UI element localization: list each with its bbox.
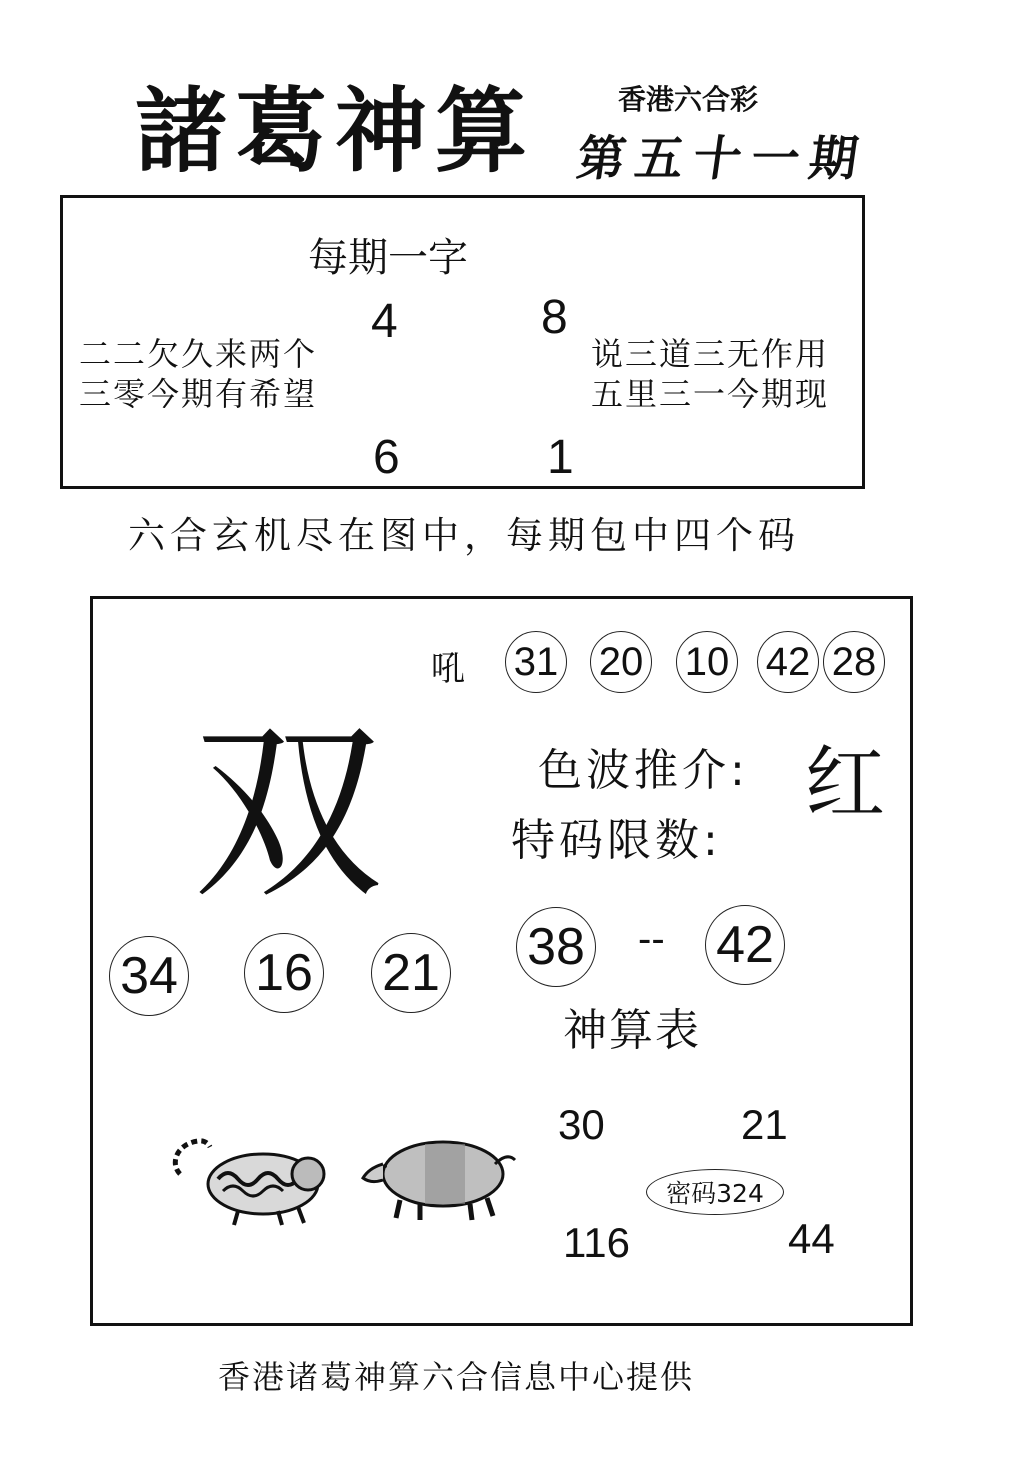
tiger-icon xyxy=(168,1129,328,1229)
poem-right xyxy=(591,334,829,414)
poem-line: 二二欠久来两个 xyxy=(79,335,318,373)
footer-credit: 香港诸葛神算六合信息中心提供 xyxy=(218,1358,695,1396)
range-from: 38 xyxy=(527,918,585,976)
top-number-circle xyxy=(676,631,738,693)
top-number: 42 xyxy=(765,639,811,684)
main-title: 諸葛神算 xyxy=(135,78,536,185)
lottery-name: 香港六合彩 xyxy=(618,83,759,116)
range-to-circle xyxy=(705,905,785,985)
digit-top-right: 8 xyxy=(541,291,568,344)
table-value: 30 xyxy=(558,1101,605,1148)
top-number-circle xyxy=(505,631,567,693)
circled-number xyxy=(244,933,324,1013)
secret-code-text: 密码324 xyxy=(666,1179,764,1208)
top-number: 10 xyxy=(684,639,730,684)
big-character: 双 xyxy=(193,703,384,924)
special-limit-label: 特码限数: xyxy=(511,815,722,866)
poem-line: 说三道三无作用 xyxy=(591,335,830,373)
one-char-box xyxy=(60,195,865,489)
box-heading: 每期一字 xyxy=(308,235,468,281)
roar-label: 吼 xyxy=(431,649,465,689)
color-wave-label: 色波推介: xyxy=(538,745,749,796)
digit-top-left: 4 xyxy=(371,295,398,348)
circled-number-text: 16 xyxy=(255,944,313,1002)
table-title: 神算表 xyxy=(563,1005,701,1056)
slogan: 六合玄机尽在图中，每期包中四个码 xyxy=(128,514,800,557)
range-to: 42 xyxy=(716,916,774,974)
poem-line: 三零今期有希望 xyxy=(79,375,318,413)
color-wave-value: 红 xyxy=(805,737,885,830)
top-number-circle xyxy=(823,631,885,693)
secret-code xyxy=(646,1169,784,1215)
circled-number xyxy=(109,936,189,1016)
digit-bottom-left: 6 xyxy=(373,431,400,484)
top-number: 31 xyxy=(513,639,559,684)
top-number-circle xyxy=(590,631,652,693)
top-number: 20 xyxy=(598,639,644,684)
circled-number-text: 21 xyxy=(382,944,440,1002)
poem-left xyxy=(79,334,317,414)
table-value: 21 xyxy=(741,1101,788,1148)
circled-number xyxy=(371,933,451,1013)
prediction-box xyxy=(90,596,913,1326)
table-value: 116 xyxy=(563,1219,630,1266)
issue-number: 第五十一期 xyxy=(573,131,872,187)
table-value: 44 xyxy=(788,1215,835,1262)
digit-bottom-right: 1 xyxy=(547,431,574,484)
range-separator: -- xyxy=(638,917,665,961)
top-number-circle xyxy=(757,631,819,693)
range-from-circle xyxy=(516,907,596,987)
poem-line: 五里三一今期现 xyxy=(591,375,830,413)
top-number: 28 xyxy=(831,639,877,684)
circled-number-text: 34 xyxy=(120,947,178,1005)
pig-icon xyxy=(355,1124,525,1224)
